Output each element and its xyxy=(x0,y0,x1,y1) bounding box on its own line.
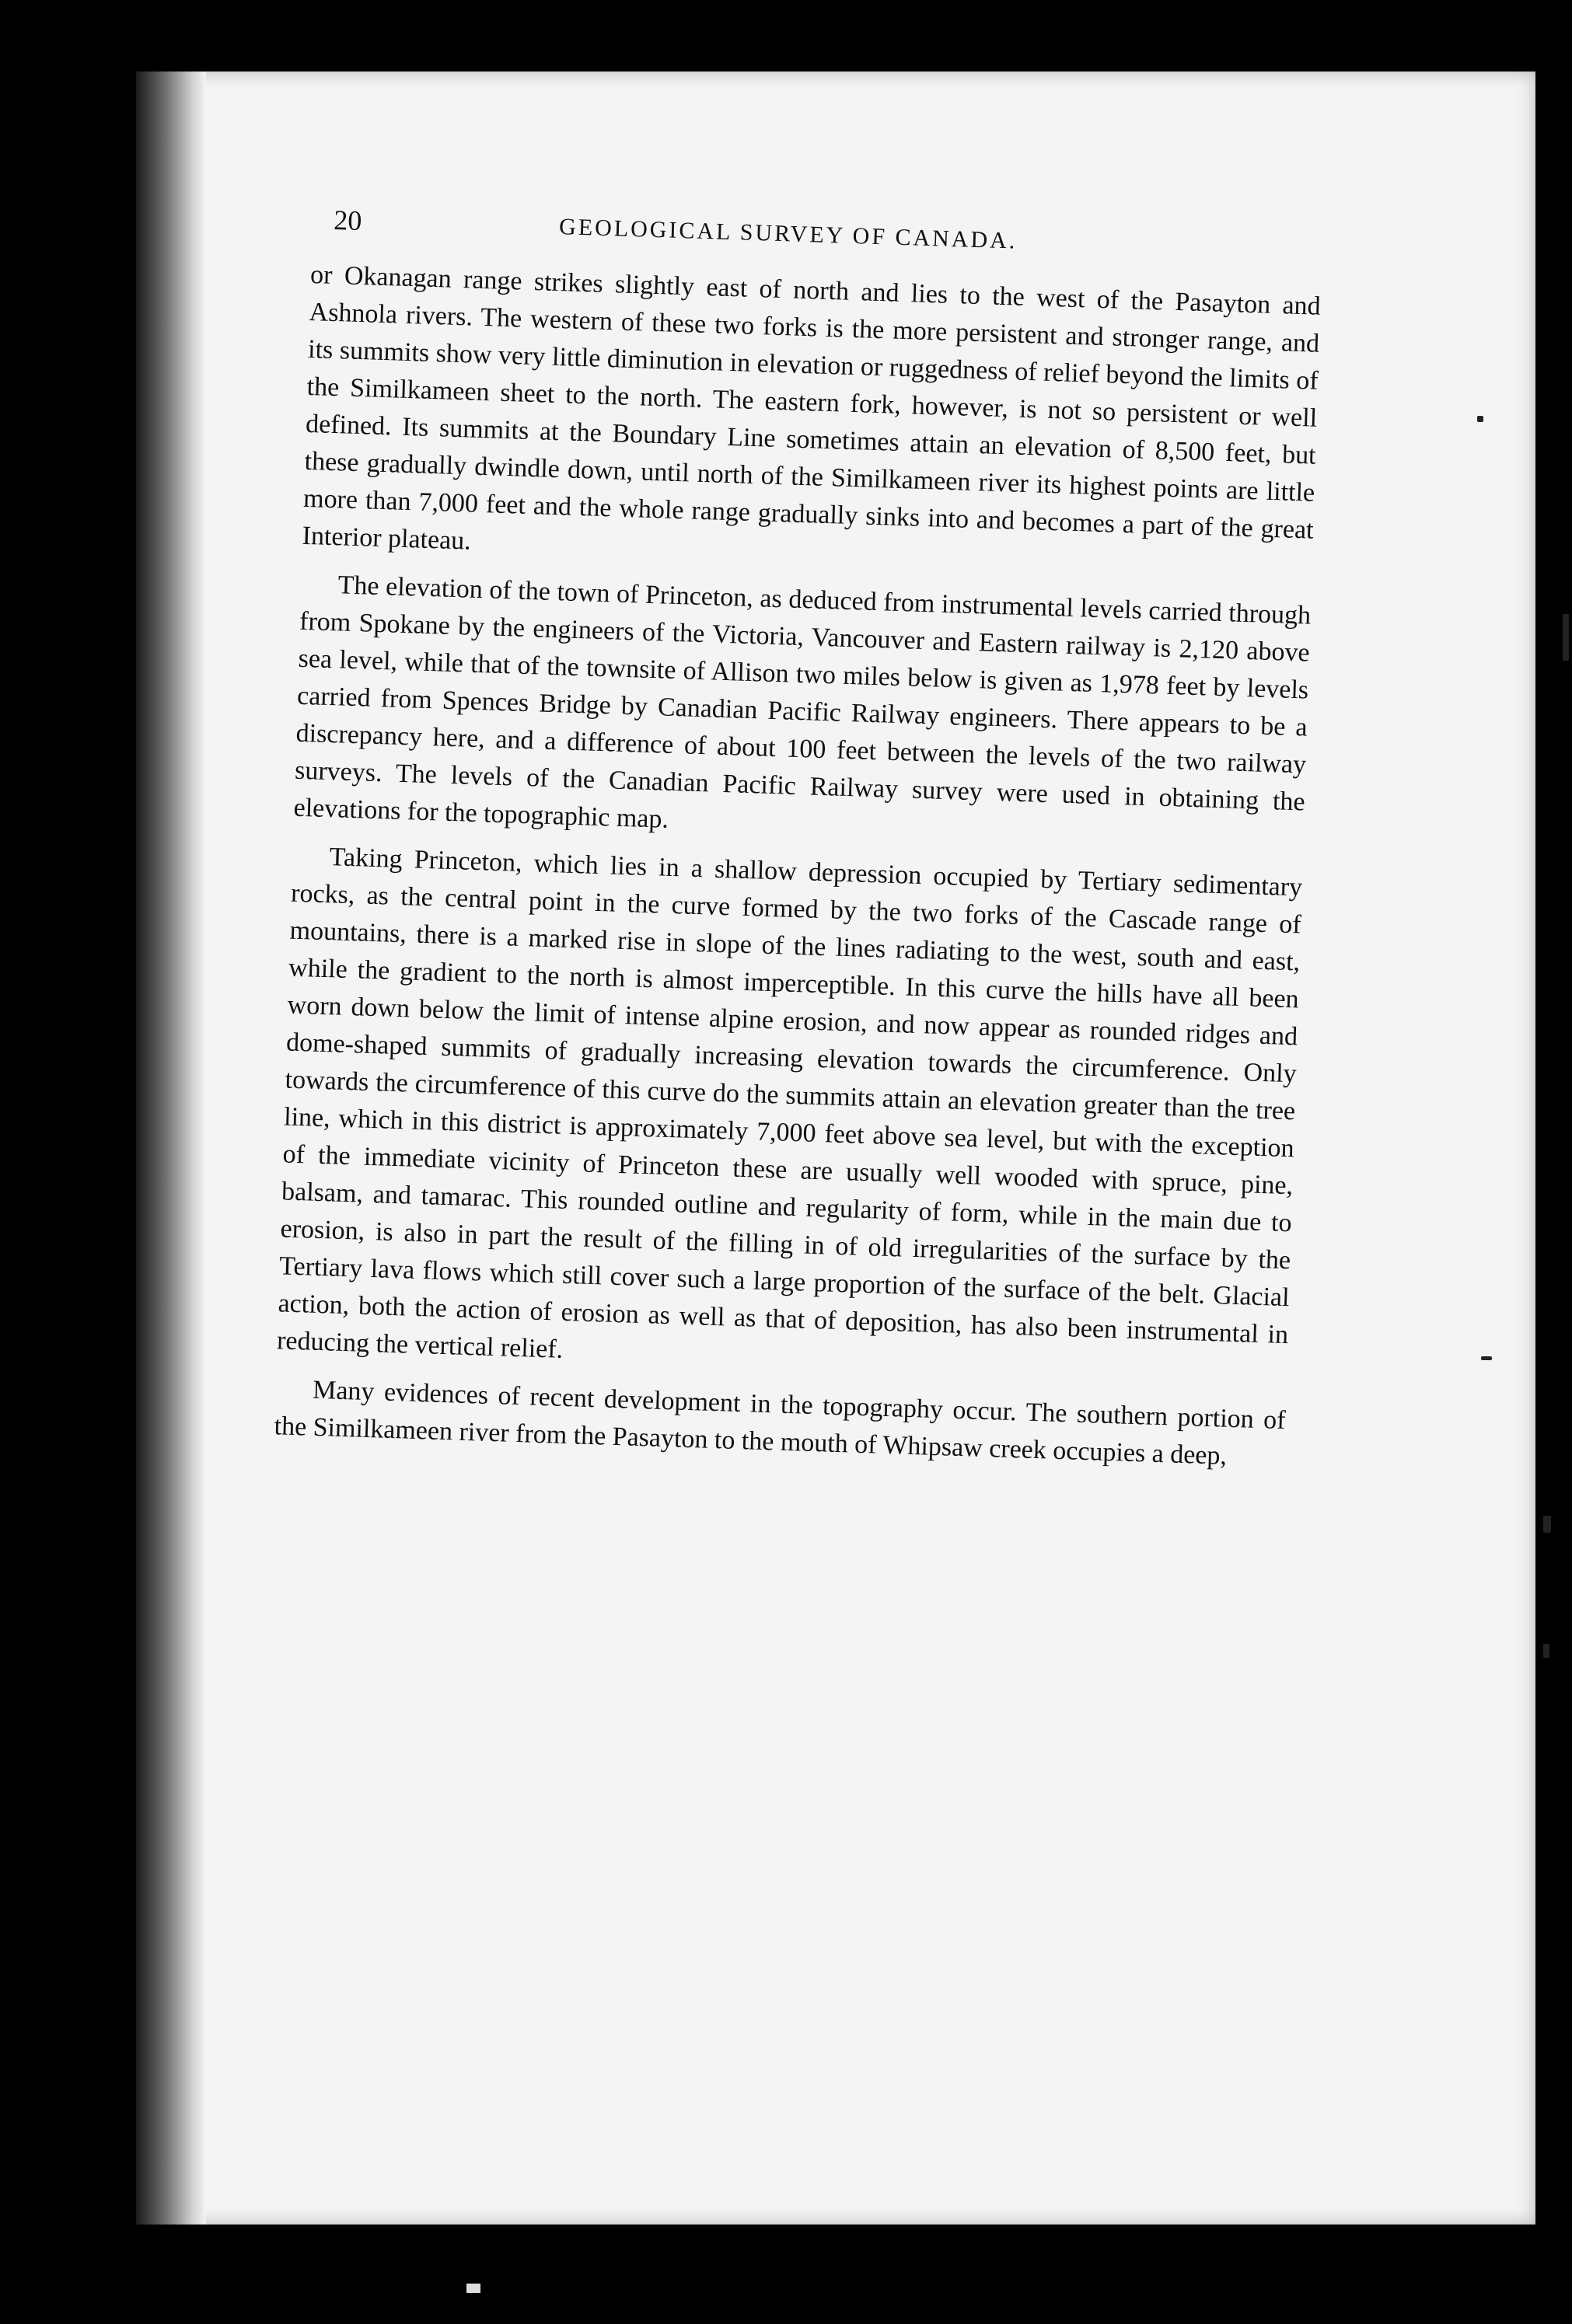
page-gutter xyxy=(136,72,206,2225)
scan-speck xyxy=(466,2284,480,2293)
paragraph-1: or Okanagan range strikes slightly east of north and lies to the west of the Pasayton and Ashnola rivers. The western of these two forks is the more persistent and stronger range, and its summits show very little diminution in elevation or ruggedness of relief beyond the limits of the Similkameen sheet to the north. The eastern fork, however, is not so persistent or well defined. Its summits at the Boundary Line sometimes attain an elevation of 8,500 feet, but these gradually dwindle down, until north of the Similkameen river its highest points are little more than 7,000 feet and the whole range gradually sinks into and becomes a part of the great Interior plateau. xyxy=(302,260,1322,556)
paragraph-2: The elevation of the town of Princeton, as deduced from instrumental levels carried through from Spokane by the engineers of the Victoria, Vancouver and Eastern railway is 2,120 above sea level, while that of the townsite of Allison two miles below is given as 1,978 feet by levels carried from Spences Bridge by Canadian Pacific Railway engineers. There appears to be a discrepancy here, and a difference of about 100 feet between the levels of the two railway surveys. The levels of the Canadian Pacific Railway survey were used in obtaining the elevations for the topographic map. xyxy=(293,571,1312,834)
margin-mark xyxy=(1481,1356,1492,1360)
margin-mark xyxy=(1563,614,1569,661)
running-title: GEOLOGICAL SURVEY OF CANADA. xyxy=(558,214,1018,254)
margin-mark xyxy=(1477,416,1483,422)
page-number: 20 xyxy=(333,204,362,237)
body-text xyxy=(274,256,1321,1477)
margin-mark xyxy=(1543,1644,1549,1658)
margin-mark xyxy=(1543,1516,1551,1533)
paragraph-3: Taking Princeton, which lies in a shallow depression occupied by Tertiary sedimentary rocks, as the central point in the curve formed by the two forks of the Cascade range of mountains, there is a marked rise in slope of the lines radiating to the west, south and east, while the gradient to the north is almost imperceptible. In this curve the hills have all been worn down below the limit of intense alpine erosion, and now appear as rounded ridges and dome-shaped summits of gradually increasing elevation towards the circumference. Only towards the circumference of this curve do the summits attain an elevation greater than the tree line, which in this district is approximately 7,000 feet above sea level, but with the exception of the immediate vicinity of Princeton these are usually well wooded with spruce, pine, balsam, and tamarac. This rounded outline and regularity of form, while in the main due to erosion, is also in part the result of the filling in of old irregularities of the surface by the Tertiary lava flows which still cover such a large proportion of the surface of the belt. Glacial action, both the action of erosion as well as that of deposition, has also been instrumental in reducing the vertical relief. xyxy=(276,843,1303,1364)
paragraph-4: Many evidences of recent development in the topography occur. The southern portion of the Similkameen river from the Pasayton to the mouth of Whipsaw creek occupies a deep, xyxy=(274,1375,1287,1471)
